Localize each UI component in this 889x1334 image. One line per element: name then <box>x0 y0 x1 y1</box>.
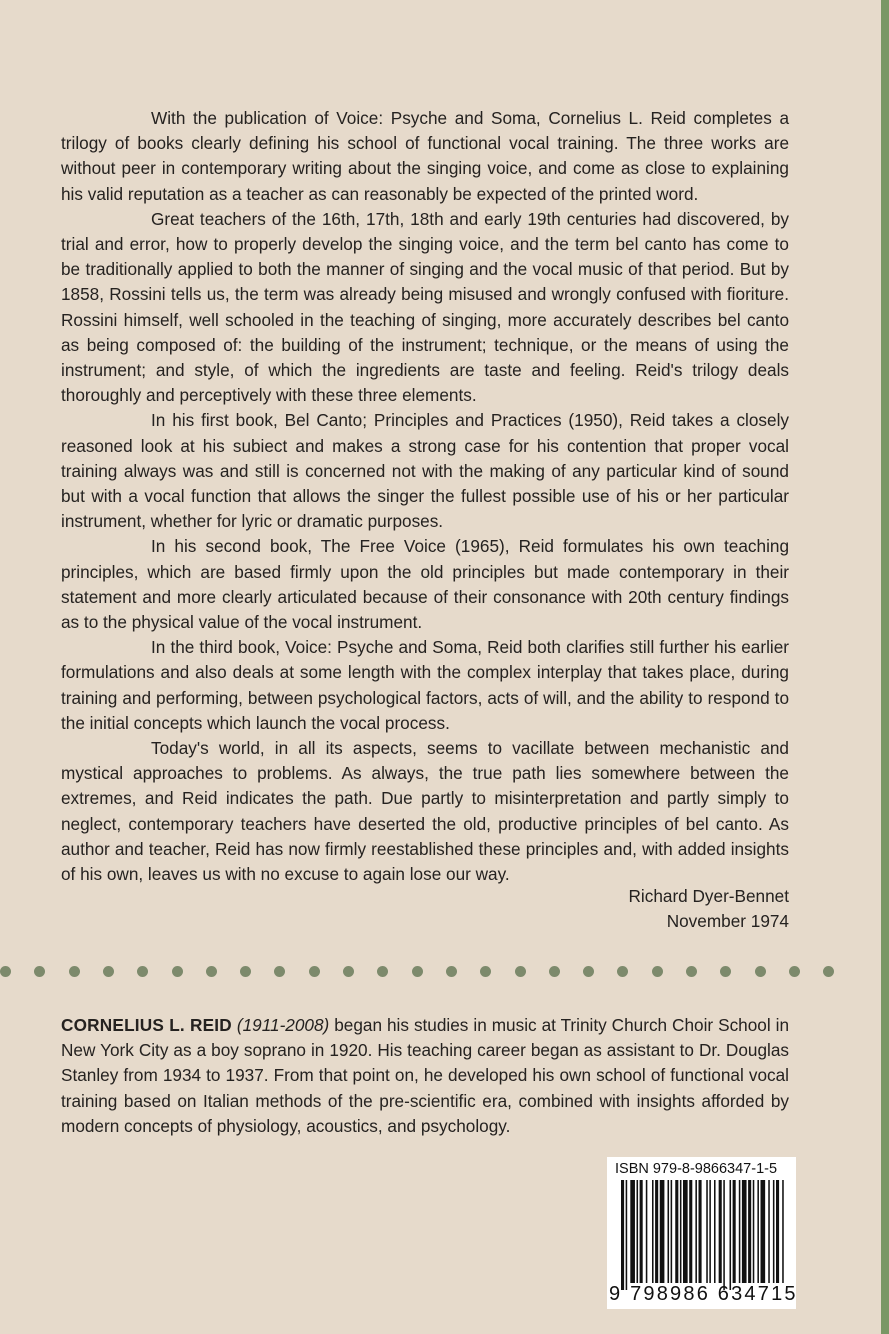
review-author: Richard Dyer-Bennet <box>628 886 789 906</box>
barcode-bar <box>652 1180 654 1283</box>
barcode-bar <box>646 1180 648 1283</box>
barcode-bar <box>733 1180 736 1283</box>
barcode-bar <box>671 1180 673 1283</box>
barcode-bar <box>742 1180 747 1283</box>
divider-dot <box>789 966 800 977</box>
barcode-bar <box>637 1180 639 1283</box>
barcode-bar <box>773 1180 775 1283</box>
spine-edge-strip <box>881 0 889 1334</box>
review-paragraph-2: Great teachers of the 16th, 17th, 18th and early 19th centuries had discovered, by trial and error, how to properly develop the singing voice, and the term bel canto has come to be traditionally applied to both the manner of singing and the vocal music of that period. But by 1858, Rossini tells us, the term was already being misused and wrongly confused with fioriture. Rossini himself, well schooled in the teaching of singing, more accurately describes bel canto as being composed of: the building of the instrument; technique, or the means of using the instrument; and style, of which the ingredients are taste and feeling. Reid's trilogy deals thoroughly and perceptively with these three elements. <box>61 208 789 406</box>
barcode-bar <box>768 1180 770 1283</box>
divider-dot <box>823 966 834 977</box>
divider-dot <box>720 966 731 977</box>
barcode-bar <box>695 1180 697 1283</box>
divider-dot <box>480 966 491 977</box>
bio-author-name: CORNELIUS L. REID <box>61 1015 232 1035</box>
divider-dot <box>69 966 80 977</box>
bio-paragraph <box>61 1013 789 1139</box>
barcode-bar <box>753 1180 755 1283</box>
barcode-digits: 9 798986 634715 <box>609 1283 798 1305</box>
divider-dot <box>0 966 11 977</box>
barcode-bar <box>723 1180 725 1290</box>
barcode-bar <box>730 1180 732 1290</box>
barcode-bar <box>675 1180 678 1283</box>
divider-dot <box>412 966 423 977</box>
divider-dot <box>172 966 183 977</box>
divider-dot <box>240 966 251 977</box>
divider-dot <box>515 966 526 977</box>
spine-dot <box>883 851 889 860</box>
barcode-bar <box>719 1180 722 1283</box>
barcode-bar <box>655 1180 658 1283</box>
barcode-bar <box>748 1180 751 1283</box>
barcode-bar <box>621 1180 624 1290</box>
divider-dot <box>583 966 594 977</box>
barcode-bar <box>660 1180 665 1283</box>
barcode-bar <box>714 1180 716 1283</box>
review-paragraph-5: In the third book, Voice: Psyche and Soma, Reid both clarifies still further his earlier formulations and also deals at some length with the complex interplay that takes place, during training and performing, between psychological factors, acts of will, and the ability to respond to the initial concepts which launch the vocal process. <box>61 637 789 733</box>
barcode-bar <box>757 1180 759 1283</box>
isbn-label: ISBN 979-8-9866347-1-5 <box>615 1161 778 1177</box>
divider-dot <box>617 966 628 977</box>
bio-author-dates: (1911-2008) <box>236 1015 330 1035</box>
divider-dot <box>755 966 766 977</box>
barcode-bar <box>683 1180 688 1283</box>
divider-dot <box>343 966 354 977</box>
barcode-bar <box>630 1180 635 1283</box>
review-date: November 1974 <box>666 911 789 932</box>
barcode-bar <box>680 1180 682 1283</box>
review-paragraph-6: Today's world, in all its aspects, seems to vacillate between mechanistic and mystical approaches to problems. As always, the true path lies somewhere between the extremes, and Reid indicates the path. Due partly to misinterpretation and partly simply to neglect, contemporary teachers have deserted the old, productive principles of bel canto. As author and teacher, Reid has now firmly reestablished these principles and, with added insights of his own, leaves us with no excuse to again lose our way. <box>61 738 789 885</box>
divider-dot <box>137 966 148 977</box>
divider-dot <box>34 966 45 977</box>
author-bio <box>61 1013 789 1139</box>
barcode-bar <box>782 1180 784 1283</box>
divider-dot <box>446 966 457 977</box>
review-text <box>61 106 789 887</box>
divider-dot <box>652 966 663 977</box>
barcode-bar <box>761 1180 766 1283</box>
dotted-divider <box>0 966 870 978</box>
bio-body-text: began his studies in music at Trinity Church Choir School in New York City as a boy soprano in 1920. His teaching career began as assistant to Dr. Douglas Stanley from 1934 to 1937. From that point on, he developed his own school of functional vocal training based on Italian methods of the pre-scientific era, combined with insights afforded by modern concepts of physiology, acoustics, and psychology. <box>61 1015 790 1136</box>
divider-dot <box>309 966 320 977</box>
barcode-bar <box>776 1180 779 1283</box>
divider-dot <box>274 966 285 977</box>
divider-dot <box>206 966 217 977</box>
review-paragraph-1: With the publication of Voice: Psyche and Soma, Cornelius L. Reid completes a trilogy of books clearly defining his school of functional vocal training. The three works are without peer in contemporary writing about the singing voice, and come as close to explaining his valid reputation as a teacher as can reasonably be expected of the printed word. <box>61 108 789 204</box>
barcode-bar <box>739 1180 741 1283</box>
review-signature <box>629 884 790 934</box>
barcode-bar <box>689 1180 692 1283</box>
barcode-bar <box>626 1180 628 1290</box>
divider-dot <box>686 966 697 977</box>
divider-dot <box>103 966 114 977</box>
review-paragraph-4: In his second book, The Free Voice (1965), Reid formulates his own teaching principles, which are based firmly upon the old principles but made contemporary in their statement and more clearly articulated because of their consonance with 20th century findings as to the physical value of the vocal instrument. <box>61 536 789 633</box>
barcode-bar <box>668 1180 670 1283</box>
isbn-barcode <box>607 1157 796 1309</box>
divider-dot <box>549 966 560 977</box>
barcode-bar <box>706 1180 708 1283</box>
barcode-bar <box>699 1180 702 1283</box>
review-paragraph-3: In his first book, Bel Canto; Principles and Practices (1950), Reid takes a closely reasoned look at his subiect and makes a strong case for his contention that proper vocal training always was and still is concerned not with the making of any particular kind of sound but with a vocal function that allows the singer the fullest possible use of his or her particular instrument, whether for lyric or dramatic purposes. <box>61 410 789 532</box>
divider-dot <box>377 966 388 977</box>
barcode-bar <box>709 1180 711 1283</box>
barcode-bar <box>640 1180 643 1283</box>
